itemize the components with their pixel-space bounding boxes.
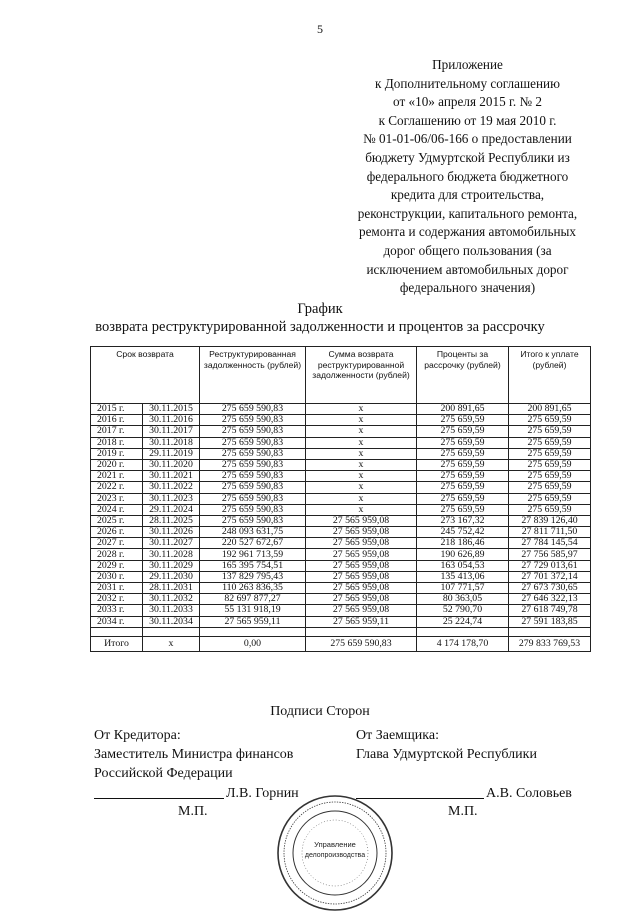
cell-repay: 27 565 959,08: [306, 571, 417, 582]
cell-debt: 275 659 590,83: [200, 426, 306, 437]
cell-total: 27 618 749,78: [509, 605, 591, 616]
cell-interest: 275 659,59: [417, 448, 509, 459]
cell-total: 275 659,59: [509, 437, 591, 448]
appendix-line: федерального бюджета бюджетного: [366, 168, 569, 184]
blank-cell: [509, 627, 591, 636]
cell-debt: 192 961 713,59: [200, 549, 306, 560]
table-row: [91, 471, 591, 482]
cell-year: 2021 г.: [91, 471, 143, 482]
appendix-heading: [330, 56, 605, 298]
creditor-signature-line: [94, 798, 224, 799]
appendix-line: бюджету Удмуртской Республики из: [365, 149, 570, 165]
cell-debt: 110 263 836,35: [200, 583, 306, 594]
cell-repay: x: [306, 415, 417, 426]
total-mark: x: [143, 636, 200, 651]
cell-date: 30.11.2034: [143, 616, 200, 627]
cell-date: 30.11.2026: [143, 527, 200, 538]
cell-debt: 220 527 672,67: [200, 538, 306, 549]
cell-debt: 275 659 590,83: [200, 471, 306, 482]
cell-date: 30.11.2029: [143, 560, 200, 571]
table-body: [91, 404, 591, 628]
total-interest: 4 174 178,70: [417, 636, 509, 651]
cell-date: 30.11.2028: [143, 549, 200, 560]
cell-year: 2023 г.: [91, 493, 143, 504]
appendix-line: федерального значения): [399, 280, 536, 296]
cell-date: 30.11.2023: [143, 493, 200, 504]
cell-interest: 163 054,53: [417, 560, 509, 571]
appendix-line: Приложение: [432, 57, 503, 72]
cell-repay: x: [306, 493, 417, 504]
cell-date: 30.11.2020: [143, 459, 200, 470]
cell-repay: 27 565 959,08: [306, 560, 417, 571]
cell-date: 30.11.2017: [143, 426, 200, 437]
cell-year: 2024 г.: [91, 504, 143, 515]
blank-cell: [306, 627, 417, 636]
cell-total: 275 659,59: [509, 471, 591, 482]
table-row: [91, 583, 591, 594]
cell-interest: 275 659,59: [417, 459, 509, 470]
appendix-line: кредита для строительства,: [390, 187, 545, 203]
header-interest: Проценты за рассрочку (рублей): [417, 347, 509, 404]
cell-total: 275 659,59: [509, 459, 591, 470]
cell-total: 27 784 145,54: [509, 538, 591, 549]
table-row: [91, 605, 591, 616]
table-row: [91, 538, 591, 549]
creditor-block: [94, 726, 293, 783]
cell-debt: 248 093 631,75: [200, 527, 306, 538]
total-total: 279 833 769,53: [509, 636, 591, 651]
cell-total: 27 591 183,85: [509, 616, 591, 627]
cell-total: 27 673 730,65: [509, 583, 591, 594]
cell-interest: 200 891,65: [417, 404, 509, 415]
debtor-label: От Заемщика:: [356, 728, 439, 743]
cell-date: 28.11.2025: [143, 515, 200, 526]
cell-interest: 218 186,46: [417, 538, 509, 549]
cell-year: 2019 г.: [91, 448, 143, 459]
cell-debt: 275 659 590,83: [200, 504, 306, 515]
blank-cell: [143, 627, 200, 636]
appendix-line: № 01-01-06/06-166 о предоставлении: [363, 131, 572, 147]
cell-total: 27 729 013,61: [509, 560, 591, 571]
table-header-row: [91, 347, 591, 404]
cell-date: 30.11.2022: [143, 482, 200, 493]
repayment-schedule-table: [90, 346, 591, 652]
cell-total: 275 659,59: [509, 493, 591, 504]
table-row: [91, 571, 591, 582]
cell-repay: x: [306, 448, 417, 459]
blank-cell: [417, 627, 509, 636]
table-blank-row: [91, 627, 591, 636]
cell-year: 2018 г.: [91, 437, 143, 448]
cell-interest: 275 659,59: [417, 415, 509, 426]
table-row: [91, 493, 591, 504]
cell-date: 30.11.2021: [143, 471, 200, 482]
stamp-text: Управление: [314, 840, 356, 849]
table-row: [91, 459, 591, 470]
cell-repay: 27 565 959,08: [306, 605, 417, 616]
cell-repay: 27 565 959,08: [306, 549, 417, 560]
total-debt: 0,00: [200, 636, 306, 651]
cell-date: 30.11.2032: [143, 594, 200, 605]
total-label: Итого: [91, 636, 143, 651]
table-row: [91, 448, 591, 459]
cell-repay: 27 565 959,11: [306, 616, 417, 627]
cell-interest: 52 790,70: [417, 605, 509, 616]
cell-date: 30.11.2016: [143, 415, 200, 426]
debtor-name: А.В. Соловьев: [486, 786, 572, 801]
cell-year: 2025 г.: [91, 515, 143, 526]
appendix-line: реконструкции, капитального ремонта,: [357, 205, 578, 221]
cell-date: 29.11.2024: [143, 504, 200, 515]
cell-date: 29.11.2030: [143, 571, 200, 582]
cell-repay: 27 565 959,08: [306, 583, 417, 594]
cell-interest: 135 413,06: [417, 571, 509, 582]
header-restructured: Реструктурированная задолженность (рублей): [200, 347, 306, 404]
cell-total: 200 891,65: [509, 404, 591, 415]
cell-repay: 27 565 959,08: [306, 594, 417, 605]
cell-debt: 275 659 590,83: [200, 459, 306, 470]
cell-year: 2022 г.: [91, 482, 143, 493]
cell-repay: 27 565 959,08: [306, 538, 417, 549]
creditor-position: Российской Федерации: [94, 766, 233, 781]
cell-debt: 275 659 590,83: [200, 515, 306, 526]
cell-year: 2017 г.: [91, 426, 143, 437]
cell-interest: 275 659,59: [417, 482, 509, 493]
debtor-block: [356, 726, 537, 764]
cell-repay: x: [306, 437, 417, 448]
blank-cell: [200, 627, 306, 636]
creditor-position: Заместитель Министра финансов: [94, 747, 294, 762]
cell-year: 2033 г.: [91, 605, 143, 616]
table-row: [91, 437, 591, 448]
cell-debt: 27 565 959,11: [200, 616, 306, 627]
cell-debt: 275 659 590,83: [200, 493, 306, 504]
table-row: [91, 560, 591, 571]
page-number: 5: [317, 22, 323, 36]
table-total-row: [91, 636, 591, 651]
cell-year: 2026 г.: [91, 527, 143, 538]
cell-total: 275 659,59: [509, 504, 591, 515]
cell-year: 2027 г.: [91, 538, 143, 549]
blank-cell: [91, 627, 143, 636]
seal-label-right: М.П.: [448, 804, 478, 819]
cell-interest: 245 752,42: [417, 527, 509, 538]
cell-debt: 275 659 590,83: [200, 415, 306, 426]
cell-repay: x: [306, 482, 417, 493]
cell-total: 27 839 126,40: [509, 515, 591, 526]
cell-repay: x: [306, 426, 417, 437]
cell-debt: 275 659 590,83: [200, 404, 306, 415]
cell-debt: 82 697 877,27: [200, 594, 306, 605]
cell-interest: 80 363,05: [417, 594, 509, 605]
cell-debt: 275 659 590,83: [200, 437, 306, 448]
cell-interest: 190 626,89: [417, 549, 509, 560]
cell-repay: 27 565 959,08: [306, 527, 417, 538]
cell-interest: 275 659,59: [417, 471, 509, 482]
cell-date: 30.11.2015: [143, 404, 200, 415]
header-total: Итого к уплате (рублей): [509, 347, 591, 404]
total-repay: 275 659 590,83: [306, 636, 417, 651]
cell-year: 2020 г.: [91, 459, 143, 470]
cell-date: 30.11.2027: [143, 538, 200, 549]
appendix-line: дорог общего пользования (за: [383, 242, 552, 258]
table-row: [91, 504, 591, 515]
table-row: [91, 616, 591, 627]
cell-total: 275 659,59: [509, 426, 591, 437]
schedule-subtitle: возврата реструктурированной задолженности и процентов за рассрочку: [95, 319, 545, 335]
debtor-position: Глава Удмуртской Республики: [356, 747, 537, 762]
cell-total: 275 659,59: [509, 415, 591, 426]
cell-year: 2032 г.: [91, 594, 143, 605]
table-row: [91, 527, 591, 538]
creditor-name: Л.В. Горнин: [226, 786, 299, 801]
cell-year: 2030 г.: [91, 571, 143, 582]
cell-interest: 275 659,59: [417, 437, 509, 448]
cell-interest: 25 224,74: [417, 616, 509, 627]
cell-total: 275 659,59: [509, 448, 591, 459]
cell-year: 2015 г.: [91, 404, 143, 415]
cell-year: 2034 г.: [91, 616, 143, 627]
appendix-line: к Дополнительному соглашению: [375, 75, 560, 91]
appendix-line: ремонта и содержания автомобильных: [358, 224, 577, 240]
cell-debt: 275 659 590,83: [200, 448, 306, 459]
table-row: [91, 594, 591, 605]
appendix-line: исключением автомобильных дорог: [366, 261, 569, 277]
appendix-line: от «10» апреля 2015 г. № 2: [393, 94, 542, 110]
appendix-line: к Соглашению от 19 мая 2010 г.: [378, 112, 557, 128]
header-repayment: Сумма возврата реструктурированной задолженности (рублей): [306, 347, 417, 404]
seal-label-left: М.П.: [178, 804, 208, 819]
cell-debt: 55 131 918,19: [200, 605, 306, 616]
cell-debt: 137 829 795,43: [200, 571, 306, 582]
cell-year: 2016 г.: [91, 415, 143, 426]
schedule-heading: [0, 300, 640, 336]
cell-date: 30.11.2033: [143, 605, 200, 616]
cell-year: 2031 г.: [91, 583, 143, 594]
table-row: [91, 426, 591, 437]
cell-year: 2028 г.: [91, 549, 143, 560]
table-row: [91, 515, 591, 526]
cell-total: 275 659,59: [509, 482, 591, 493]
table-row: [91, 482, 591, 493]
cell-date: 30.11.2018: [143, 437, 200, 448]
stamp-text: делопроизводства: [304, 852, 366, 859]
cell-total: 27 701 372,14: [509, 571, 591, 582]
cell-year: 2029 г.: [91, 560, 143, 571]
table-row: [91, 404, 591, 415]
cell-repay: x: [306, 471, 417, 482]
official-stamp-seal: [275, 793, 395, 913]
cell-debt: 275 659 590,83: [200, 482, 306, 493]
cell-repay: x: [306, 504, 417, 515]
cell-interest: 275 659,59: [417, 426, 509, 437]
cell-interest: 107 771,57: [417, 583, 509, 594]
cell-date: 28.11.2031: [143, 583, 200, 594]
cell-interest: 273 167,32: [417, 515, 509, 526]
cell-interest: 275 659,59: [417, 493, 509, 504]
cell-repay: x: [306, 404, 417, 415]
cell-total: 27 646 322,13: [509, 594, 591, 605]
table-row: [91, 549, 591, 560]
cell-repay: x: [306, 459, 417, 470]
cell-repay: 27 565 959,08: [306, 515, 417, 526]
signatures-title: Подписи Сторон: [270, 704, 370, 719]
cell-interest: 275 659,59: [417, 504, 509, 515]
cell-total: 27 811 711,50: [509, 527, 591, 538]
cell-debt: 165 395 754,51: [200, 560, 306, 571]
table-row: [91, 415, 591, 426]
schedule-title: График: [297, 301, 343, 317]
cell-total: 27 756 585,97: [509, 549, 591, 560]
creditor-label: От Кредитора:: [94, 728, 181, 743]
header-term: Срок возврата: [91, 347, 200, 404]
cell-date: 29.11.2019: [143, 448, 200, 459]
